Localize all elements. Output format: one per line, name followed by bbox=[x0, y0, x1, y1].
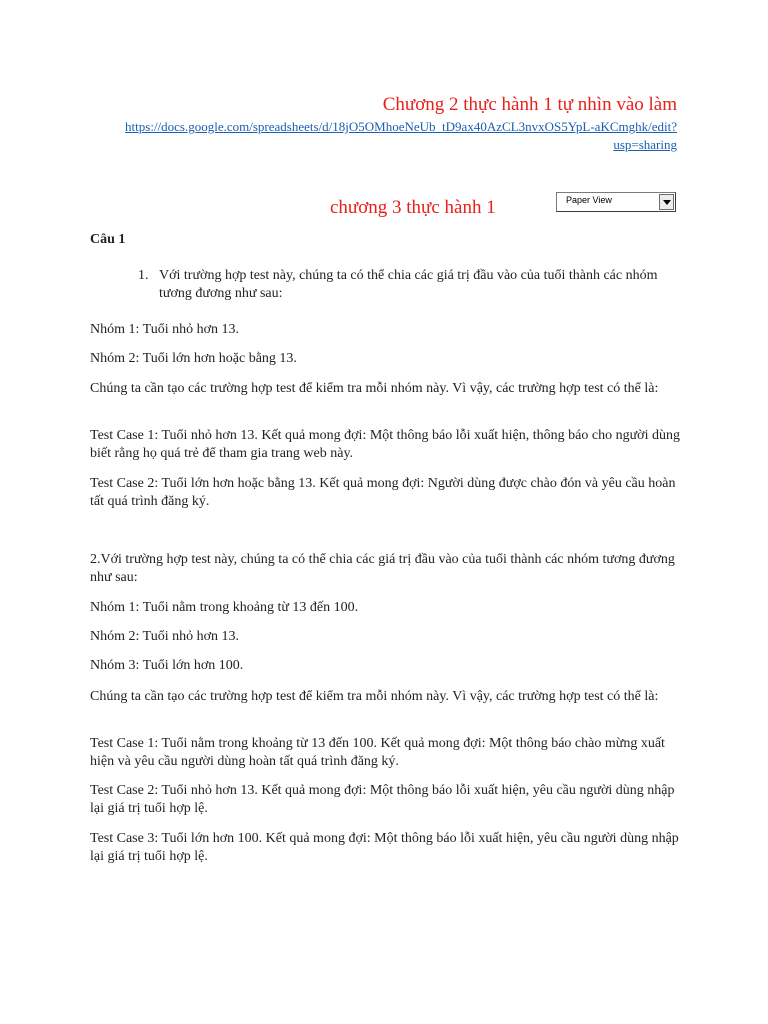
paragraph-group-2: Nhóm 2: Tuổi nhỏ hơn 13. bbox=[90, 629, 239, 644]
spreadsheet-link[interactable] bbox=[77, 118, 677, 154]
chapter-2-title: Chương 2 thực hành 1 tự nhìn vào làm bbox=[382, 94, 677, 115]
list-item-text: Với trường hợp test này, chúng ta có thể chia các giá trị đầu vào của tuổi thành các nhóm tương đương như sau: bbox=[159, 268, 658, 301]
chevron-down-icon bbox=[663, 200, 671, 205]
dropdown-arrow-icon[interactable] bbox=[659, 194, 674, 210]
view-mode-select[interactable] bbox=[556, 192, 676, 212]
list-item bbox=[138, 267, 678, 303]
paragraph-group-1: Nhóm 1: Tuổi nằm trong khoảng từ 13 đến 100. bbox=[90, 600, 359, 615]
spreadsheet-link-line-1[interactable]: https://docs.google.com/spreadsheets/d/18jO5OMhoeNeUb_tD9ax40AzCL3nvxOS5YpL-aKCmghk/edit? bbox=[125, 119, 677, 134]
chapter-3-title: chương 3 thực hành 1 bbox=[330, 197, 496, 218]
paragraph-question-2: 2.Với trường hợp test này, chúng ta có thể chia các giá trị đầu vào của tuổi thành các nhóm tương đương như sau: bbox=[90, 552, 675, 585]
view-mode-selected-label: Paper View bbox=[566, 195, 612, 205]
spreadsheet-link-line-2[interactable]: usp=sharing bbox=[613, 137, 677, 152]
paragraph-group-2: Nhóm 2: Tuổi lớn hơn hoặc bằng 13. bbox=[90, 351, 297, 366]
paragraph-test-case-2: Test Case 2: Tuổi nhỏ hơn 13. Kết quả mong đợi: Một thông báo lỗi xuất hiện, yêu cầu người dùng nhập lại giá trị tuổi hợp lệ. bbox=[90, 783, 675, 816]
paragraph-test-case-3: Test Case 3: Tuổi lớn hơn 100. Kết quả mong đợi: Một thông báo lỗi xuất hiện, yêu cầu người dùng nhập lại giá trị tuổi hợp lệ. bbox=[90, 831, 679, 864]
paragraph-intro: Chúng ta cần tạo các trường hợp test để kiểm tra mỗi nhóm này. Vì vậy, các trường hợp test có thể là: bbox=[90, 381, 659, 396]
paragraph-group-1: Nhóm 1: Tuổi nhỏ hơn 13. bbox=[90, 322, 239, 337]
paragraph-intro: Chúng ta cần tạo các trường hợp test để kiểm tra mỗi nhóm này. Vì vậy, các trường hợp test có thể là: bbox=[90, 689, 659, 704]
paragraph-test-case-2: Test Case 2: Tuổi lớn hơn hoặc bằng 13. Kết quả mong đợi: Người dùng được chào đón và yêu cầu hoàn tất quá trình đăng ký. bbox=[90, 476, 676, 509]
list-item-number: 1. bbox=[138, 268, 149, 283]
question-heading: Câu 1 bbox=[90, 232, 126, 247]
paragraph-test-case-1: Test Case 1: Tuổi nằm trong khoảng từ 13 đến 100. Kết quả mong đợi: Một thông báo chào mừng xuất hiện và yêu cầu người dùng hoàn tất quá trình đăng ký. bbox=[90, 736, 665, 769]
paragraph-test-case-1: Test Case 1: Tuổi nhỏ hơn 13. Kết quả mong đợi: Một thông báo lỗi xuất hiện, thông báo cho người dùng biết rằng họ quá trẻ để tham gia trang web này. bbox=[90, 428, 680, 461]
paragraph-group-3: Nhóm 3: Tuổi lớn hơn 100. bbox=[90, 658, 244, 673]
